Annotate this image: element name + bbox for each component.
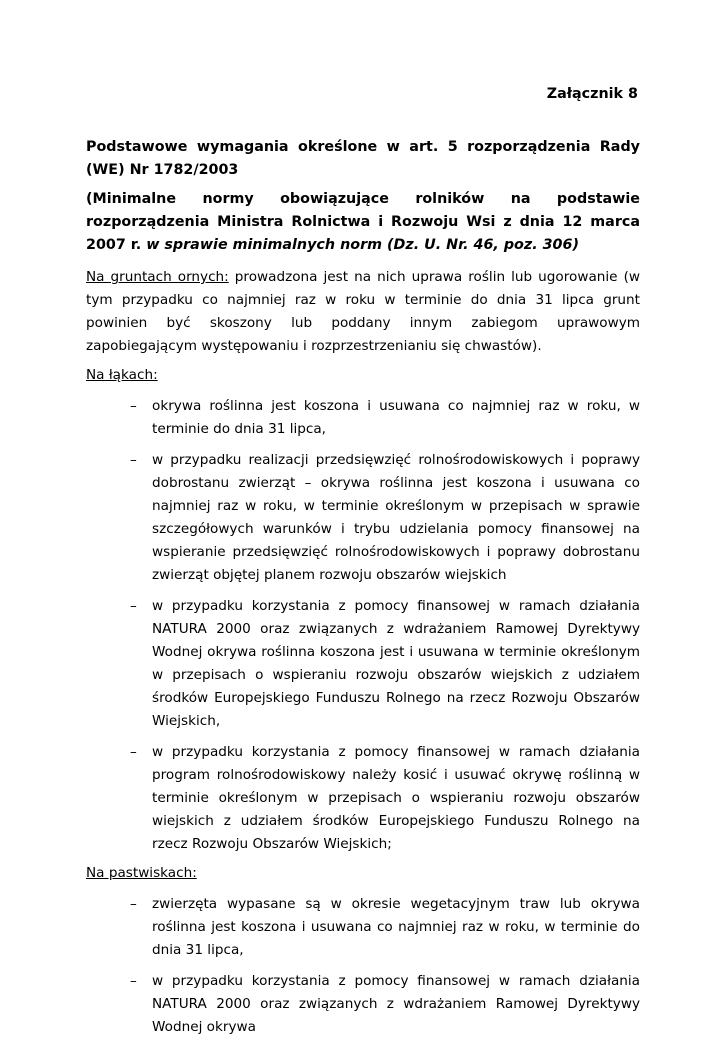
dash-bullet: – bbox=[130, 744, 137, 760]
pastures-section bbox=[86, 862, 640, 885]
meadows-list bbox=[86, 395, 640, 856]
list-item-text: zwierzęta wypasane są w okresie wegetacyjnym traw lub okrywa roślinna jest koszona i usuwana co najmniej raz w roku, w terminie do dnia 31 lipca, bbox=[152, 896, 640, 958]
arable-label: Na gruntach ornych: bbox=[86, 269, 229, 285]
document-heading: Podstawowe wymagania określone w art. 5 rozporządzenia Rady (WE) Nr 1782/2003 bbox=[86, 139, 640, 178]
meadows-label: Na łąkach: bbox=[86, 367, 158, 383]
list-item bbox=[86, 595, 640, 733]
arable-text: prowadzona jest na nich uprawa roślin lub ugorowanie (w tym przypadku co najmniej raz w roku w terminie do dnia 31 lipca grunt powinien być skoszony lub poddany innym zabiegom uprawowym zapobiegającym występowaniu i rozprzestrzenianiu się chwastów). bbox=[86, 269, 640, 354]
list-item-text: w przypadku korzystania z pomocy finansowej w ramach działania program rolnośrodowiskowy należy kosić i usuwać okrywę roślinną w terminie określonym w przepisach o wspieraniu rozwoju obszarów wiejskich z udziałem środków Europejskiego Funduszu Rolnego na rzecz Rozwoju Obszarów Wiejskich; bbox=[152, 744, 640, 852]
pastures-label: Na pastwiskach: bbox=[86, 865, 197, 881]
subheading-text: (Minimalne normy obowiązujące rolników na podstawie rozporządzenia Ministra Rolnictwa i Rozwoju Wsi z dnia 12 marca 2007 r. bbox=[86, 191, 640, 253]
list-item bbox=[86, 893, 640, 962]
list-item bbox=[86, 970, 640, 1039]
list-item-text: w przypadku korzystania z pomocy finansowej w ramach działania NATURA 2000 oraz związanych z wdrażaniem Ramowej Dyrektywy Wodnej okrywa roślinna koszona jest i usuwana w terminie określonym w przepisach o wspieraniu rozwoju obszarów wiejskich z udziałem środków Europejskiego Funduszu Rolnego na rzecz Rozwoju Obszarów Wiejskich, bbox=[152, 598, 640, 729]
dash-bullet: – bbox=[130, 973, 137, 989]
list-item-text: okrywa roślinna jest koszona i usuwana co najmniej raz w roku, w terminie do dnia 31 lipca, bbox=[152, 398, 640, 437]
list-item-text: w przypadku realizacji przedsięwzięć rolnośrodowiskowych i poprawy dobrostanu zwierząt – okrywa roślinna jest koszona i usuwana co najmniej raz w roku, w terminie określonym w przepisach w sprawie szczegółowych warunków i trybu udzielania pomocy finansowej na wspieranie przedsięwzięć rolnośrodowiskowych i poprawy dobrostanu zwierząt objętej planem rozwoju obszarów wiejskich bbox=[152, 452, 640, 583]
document-content bbox=[86, 136, 640, 1039]
list-item bbox=[86, 395, 640, 441]
list-item bbox=[86, 449, 640, 587]
annex-label: Załącznik 8 bbox=[546, 86, 638, 102]
dash-bullet: – bbox=[130, 398, 137, 414]
list-item-text: w przypadku korzystania z pomocy finansowej w ramach działania NATURA 2000 oraz związanych z wdrażaniem Ramowej Dyrektywy Wodnej okrywa bbox=[152, 973, 640, 1035]
document-subheading bbox=[86, 188, 640, 257]
pastures-list bbox=[86, 893, 640, 1039]
dash-bullet: – bbox=[130, 452, 137, 468]
arable-paragraph bbox=[86, 266, 640, 358]
dash-bullet: – bbox=[130, 896, 137, 912]
subheading-italic-text: w sprawie minimalnych norm (Dz. U. Nr. 46, poz. 306) bbox=[146, 237, 579, 253]
list-item bbox=[86, 741, 640, 856]
meadows-section bbox=[86, 364, 640, 387]
dash-bullet: – bbox=[130, 598, 137, 614]
